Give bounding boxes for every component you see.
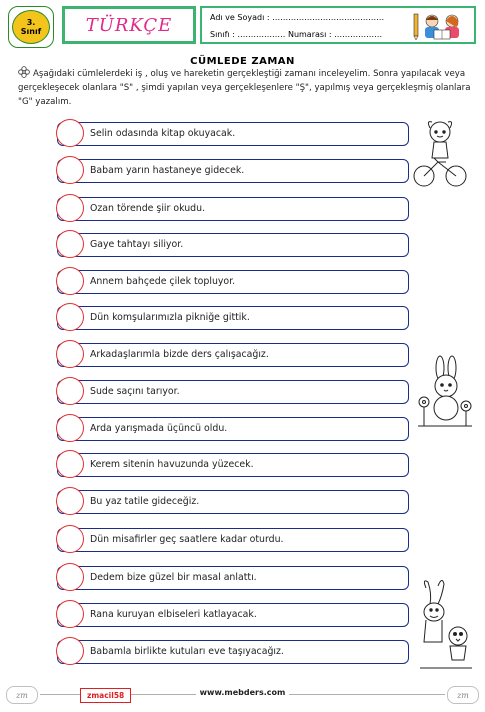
sentence-row-8 (57, 380, 409, 404)
author-tag: zmacil58 (80, 688, 131, 703)
answer-circle[interactable] (56, 637, 84, 665)
sentence-text: Selin odasında kitap okuyacak. (90, 128, 236, 139)
answer-circle[interactable] (56, 563, 84, 591)
student-info-box (200, 6, 476, 44)
instructions (18, 66, 474, 109)
answer-circle[interactable] (56, 194, 84, 222)
grade-label: Sınıf (20, 27, 42, 36)
class-number-field[interactable]: Sınıfı : ……………… Numarası : ……………… (210, 30, 383, 39)
sentence-row-13 (57, 566, 409, 590)
sentence-row-1 (57, 122, 409, 146)
answer-circle[interactable] (56, 119, 84, 147)
sentence-row-15 (57, 640, 409, 664)
answer-circle[interactable] (56, 487, 84, 515)
footer-site (0, 688, 485, 697)
sentence-text: Babamla birlikte kutuları eve taşıyacağız. (90, 646, 284, 657)
grade-badge (8, 6, 54, 48)
sentence-text: Rana kuruyan elbiseleri katlayacak. (90, 609, 257, 620)
answer-circle[interactable] (56, 267, 84, 295)
answer-circle[interactable] (56, 303, 84, 331)
instructions-text: Aşağıdaki cümlelerdeki iş , oluş ve hareketin gerçekleştiği zamanı inceleyelim. Sonra yapılacak veya gerçekleşecek olanlara "S" , şimdi yapılan veya gerçekleşenlere "Ş", yapılmış veya gerçekleşmiş olanlara "G" yazalım. (18, 69, 471, 107)
name-field[interactable]: Adı ve Soyadı : …………………………………… (210, 13, 385, 22)
sentence-row-11 (57, 490, 409, 514)
grade-number: 3. (26, 18, 36, 27)
sentence-row-7 (57, 343, 409, 367)
sentence-row-14 (57, 603, 409, 627)
subject-title: TÜRKÇE (85, 14, 173, 36)
zm-logo-right: zm (447, 686, 479, 704)
sentence-row-6 (57, 306, 409, 330)
answer-circle[interactable] (56, 340, 84, 368)
subject-box (62, 6, 196, 44)
zm-logo-left: zm (6, 686, 38, 704)
sentence-text: Ozan törende şiir okudu. (90, 203, 206, 214)
sentence-row-5 (57, 270, 409, 294)
children-reading-illustration (412, 10, 470, 42)
answer-circle[interactable] (56, 230, 84, 258)
sentence-text: Gaye tahtayı siliyor. (90, 239, 184, 250)
answer-circle[interactable] (56, 156, 84, 184)
site-link[interactable]: www.mebders.com (196, 688, 290, 697)
sentence-row-9 (57, 417, 409, 441)
sentence-text: Dün komşularımızla pikniğe gittik. (90, 312, 250, 323)
answer-circle[interactable] (56, 450, 84, 478)
sentence-row-2 (57, 159, 409, 183)
sentence-row-10 (57, 453, 409, 477)
answer-circle[interactable] (56, 377, 84, 405)
sentence-text: Babam yarın hastaneye gidecek. (90, 165, 245, 176)
girl-on-bicycle-illustration (412, 118, 468, 190)
answer-circle[interactable] (56, 600, 84, 628)
answer-circle[interactable] (56, 525, 84, 553)
sentence-text: Dün misafirler geç saatlere kadar oturdu. (90, 534, 284, 545)
worksheet-heading: CÜMLEDE ZAMAN (190, 56, 295, 67)
sentence-text: Kerem sitenin havuzunda yüzecek. (90, 459, 254, 470)
sentence-text: Arda yarışmada üçüncü oldu. (90, 423, 228, 434)
flower-icon (18, 66, 30, 78)
cartoon-bunny-and-bird-illustration (412, 580, 476, 676)
sentence-text: Bu yaz tatile gideceğiz. (90, 496, 200, 507)
footer (0, 684, 485, 706)
answer-circle[interactable] (56, 414, 84, 442)
sentence-row-4 (57, 233, 409, 257)
sentence-row-3 (57, 197, 409, 221)
sentence-text: Dedem bize güzel bir masal anlattı. (90, 572, 257, 583)
sentence-text: Arkadaşlarımla bizde ders çalışacağız. (90, 349, 269, 360)
sentence-row-12 (57, 528, 409, 552)
sentence-text: Annem bahçede çilek topluyor. (90, 276, 236, 287)
bunny-with-flowers-illustration (416, 354, 474, 430)
sentence-text: Sude saçını tarıyor. (90, 386, 180, 397)
